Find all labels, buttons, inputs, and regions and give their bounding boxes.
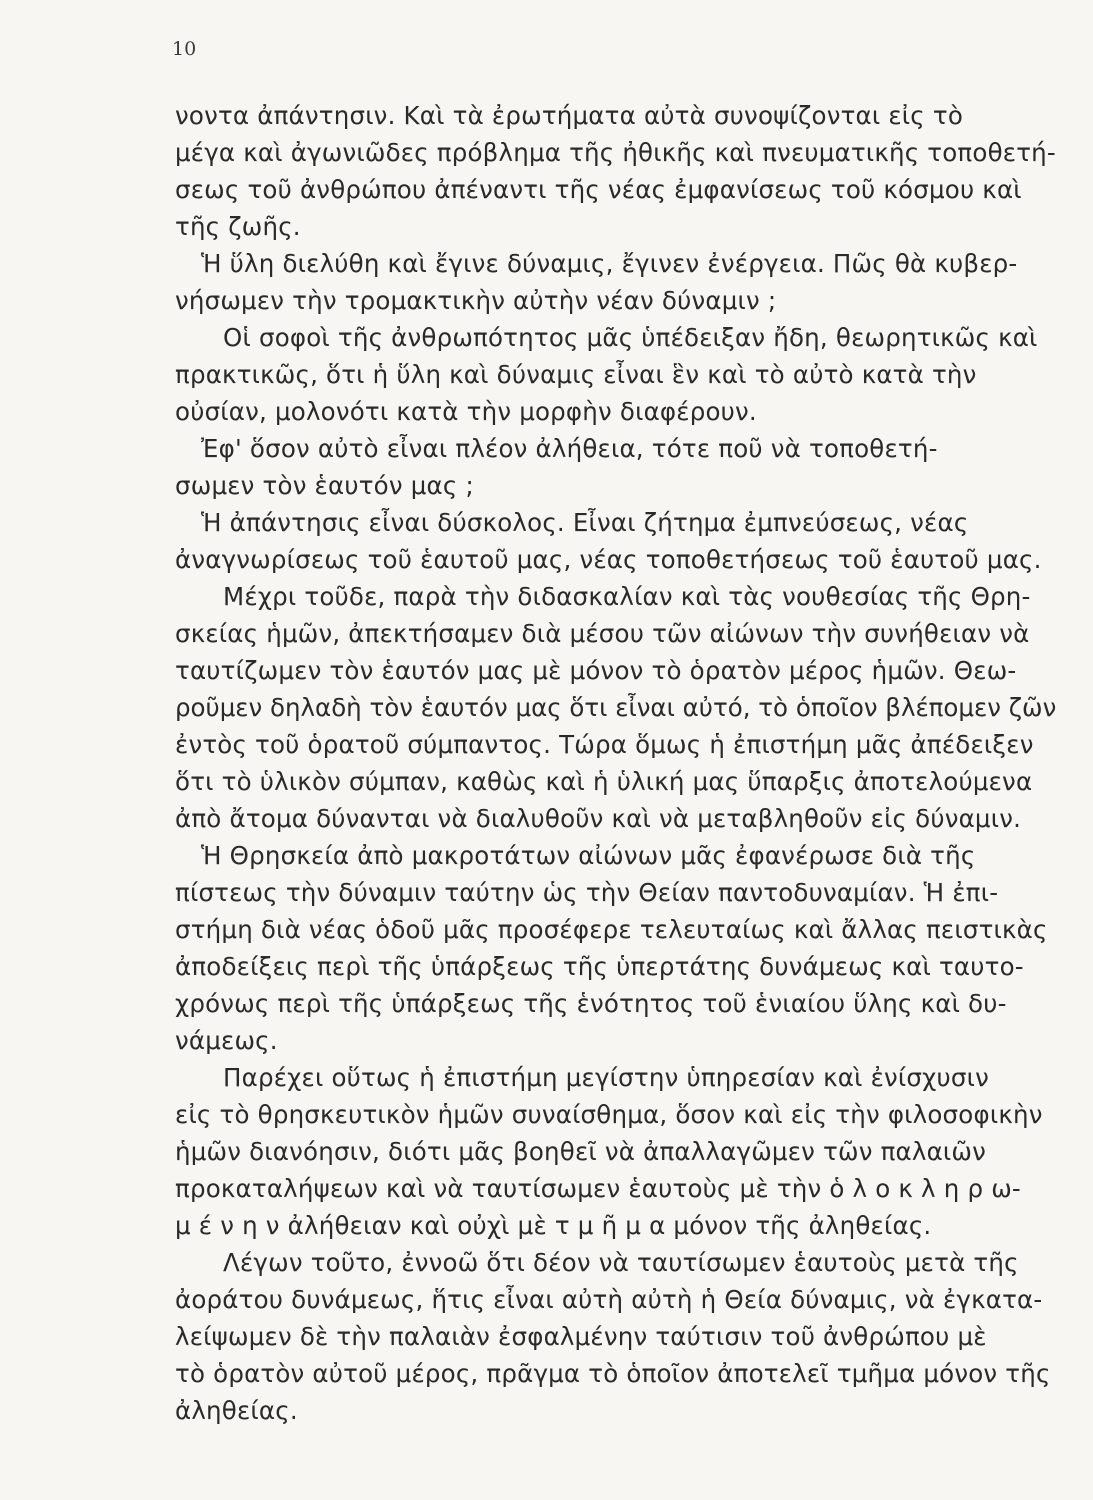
text-line: ἀποδείξεις περὶ τῆς ὑπάρξεως τῆς ὑπερτάτης δυνάμεως καὶ ταυτο- xyxy=(175,952,1024,981)
text-line: ἀπὸ ἄτομα δύνανται νὰ διαλυθοῦν καὶ νὰ μεταβληθοῦν εἰς δύναμιν. xyxy=(175,804,1022,833)
text-line: Οἱ σοφοὶ τῆς ἀνθρωπότητος μᾶς ὑπέδειξαν ἤδη, θεωρητικῶς καὶ xyxy=(223,323,1038,352)
text-line: ὅτι τὸ ὑλικὸν σύμπαν, καθὼς καὶ ἡ ὑλική μας ὕπαρξις ἀποτελούμενα xyxy=(175,767,1033,796)
text-line: μέγα καὶ ἀγωνιῶδες πρόβλημα τῆς ἠθικῆς καὶ πνευματικῆς τοποθετή- xyxy=(175,138,1056,167)
text-line: ἀληθείας. xyxy=(175,1396,298,1425)
text-line: εἰς τὸ θρησκευτικὸν ἡμῶν συναίσθημα, ὅσον καὶ εἰς τὴν φιλοσοφικὴν xyxy=(175,1100,1043,1129)
text-line: Λέγων τοῦτο, ἐννοῶ ὅτι δέον νὰ ταυτίσωμεν ἑαυτοὺς μετὰ τῆς xyxy=(223,1248,1019,1277)
body-text xyxy=(175,97,1065,1429)
text-line: στήμη διὰ νέας ὁδοῦ μᾶς προσέφερε τελευταίως καὶ ἄλλας πειστικὰς xyxy=(175,915,1048,944)
text-line: προκαταλήψεων καὶ νὰ ταυτίσωμεν ἑαυτοὺς μὲ τὴν ὁ λ ο κ λ η ρ ω- xyxy=(175,1174,1021,1203)
text-line: Ἐφ' ὅσον αὐτὸ εἶναι πλέον ἀλήθεια, τότε ποῦ νὰ τοποθετή- xyxy=(201,434,938,463)
text-line: ἀναγνωρίσεως τοῦ ἑαυτοῦ μας, νέας τοποθετήσεως τοῦ ἑαυτοῦ μας. xyxy=(175,545,1042,574)
text-line: χρόνως περὶ τῆς ὑπάρξεως τῆς ἑνότητος τοῦ ἑνιαίου ὕλης καὶ δυ- xyxy=(175,989,1007,1018)
text-line: ροῦμεν δηλαδὴ τὸν ἑαυτόν μας ὅτι εἶναι αὐτό, τὸ ὁποῖον βλέπομεν ζῶν xyxy=(175,693,1057,722)
text-line: ἐντὸς τοῦ ὁρατοῦ σύμπαντος. Τώρα ὅμως ἡ ἐπιστήμη μᾶς ἀπέδειξεν xyxy=(175,730,1034,759)
text-line: Μέχρι τοῦδε, παρὰ τὴν διδασκαλίαν καὶ τὰς νουθεσίας τῆς Θρη- xyxy=(223,582,1031,611)
text-line: πρακτικῶς, ὅτι ἡ ὕλη καὶ δύναμις εἶναι ἓν καὶ τὸ αὐτὸ κατὰ τὴν xyxy=(175,360,977,389)
text-line: σκείας ἡμῶν, ἀπεκτήσαμεν διὰ μέσου τῶν αἰώνων τὴν συνήθειαν νὰ xyxy=(175,619,1030,648)
page-number: 10 xyxy=(172,38,197,60)
text-line: νήσωμεν τὴν τρομακτικὴν αὐτὴν νέαν δύναμιν ; xyxy=(175,286,777,315)
text-line: σεως τοῦ ἀνθρώπου ἀπέναντι τῆς νέας ἐμφανίσεως τοῦ κόσμου καὶ xyxy=(175,175,1022,204)
text-line: Ἡ Θρησκεία ἀπὸ μακροτάτων αἰώνων μᾶς ἐφανέρωσε διὰ τῆς xyxy=(201,841,976,870)
text-line: τῆς ζωῆς. xyxy=(175,212,301,241)
text-line: λείψωμεν δὲ τὴν παλαιὰν ἐσφαλμένην ταύτισιν τοῦ ἀνθρώπου μὲ xyxy=(175,1322,987,1351)
text-line: τὸ ὁρατὸν αὐτοῦ μέρος, πρᾶγμα τὸ ὁποῖον ἀποτελεῖ τμῆμα μόνον τῆς xyxy=(175,1359,1051,1388)
text-line: ἡμῶν διανόησιν, διότι μᾶς βοηθεῖ νὰ ἀπαλλαγῶμεν τῶν παλαιῶν xyxy=(175,1137,987,1166)
text-line: Ἡ ὕλη διελύθη καὶ ἔγινε δύναμις, ἔγινεν ἐνέργεια. Πῶς θὰ κυβερ- xyxy=(201,249,1018,278)
text-line: Παρέχει οὕτως ἡ ἐπιστήμη μεγίστην ὑπηρεσίαν καὶ ἐνίσχυσιν xyxy=(223,1063,989,1092)
text-line: νοντα ἀπάντησιν. Καὶ τὰ ἐρωτήματα αὐτὰ συνοψίζονται εἰς τὸ xyxy=(175,101,964,130)
text-line: σωμεν τὸν ἑαυτόν μας ; xyxy=(175,471,474,500)
text-line: ἀοράτου δυνάμεως, ἥτις εἶναι αὐτὴ αὐτὴ ἡ Θεία δύναμις, νὰ ἐγκατα- xyxy=(175,1285,1043,1314)
text-line: νάμεως. xyxy=(175,1026,278,1055)
text-line: ταυτίζωμεν τὸν ἑαυτόν μας μὲ μόνον τὸ ὁρατὸν μέρος ἡμῶν. Θεω- xyxy=(175,656,1017,685)
text-line: Ἡ ἀπάντησις εἶναι δύσκολος. Εἶναι ζήτημα ἐμπνεύσεως, νέας xyxy=(201,508,969,537)
text-line: μ έ ν η ν ἀλήθειαν καὶ οὐχὶ μὲ τ μ ῆ μ α μόνον τῆς ἀληθείας. xyxy=(175,1211,932,1240)
text-line: πίστεως τὴν δύναμιν ταύτην ὡς τὴν Θείαν παντοδυναμίαν. Ἡ ἐπι- xyxy=(175,878,999,907)
text-line: οὐσίαν, μολονότι κατὰ τὴν μορφὴν διαφέρουν. xyxy=(175,397,757,426)
